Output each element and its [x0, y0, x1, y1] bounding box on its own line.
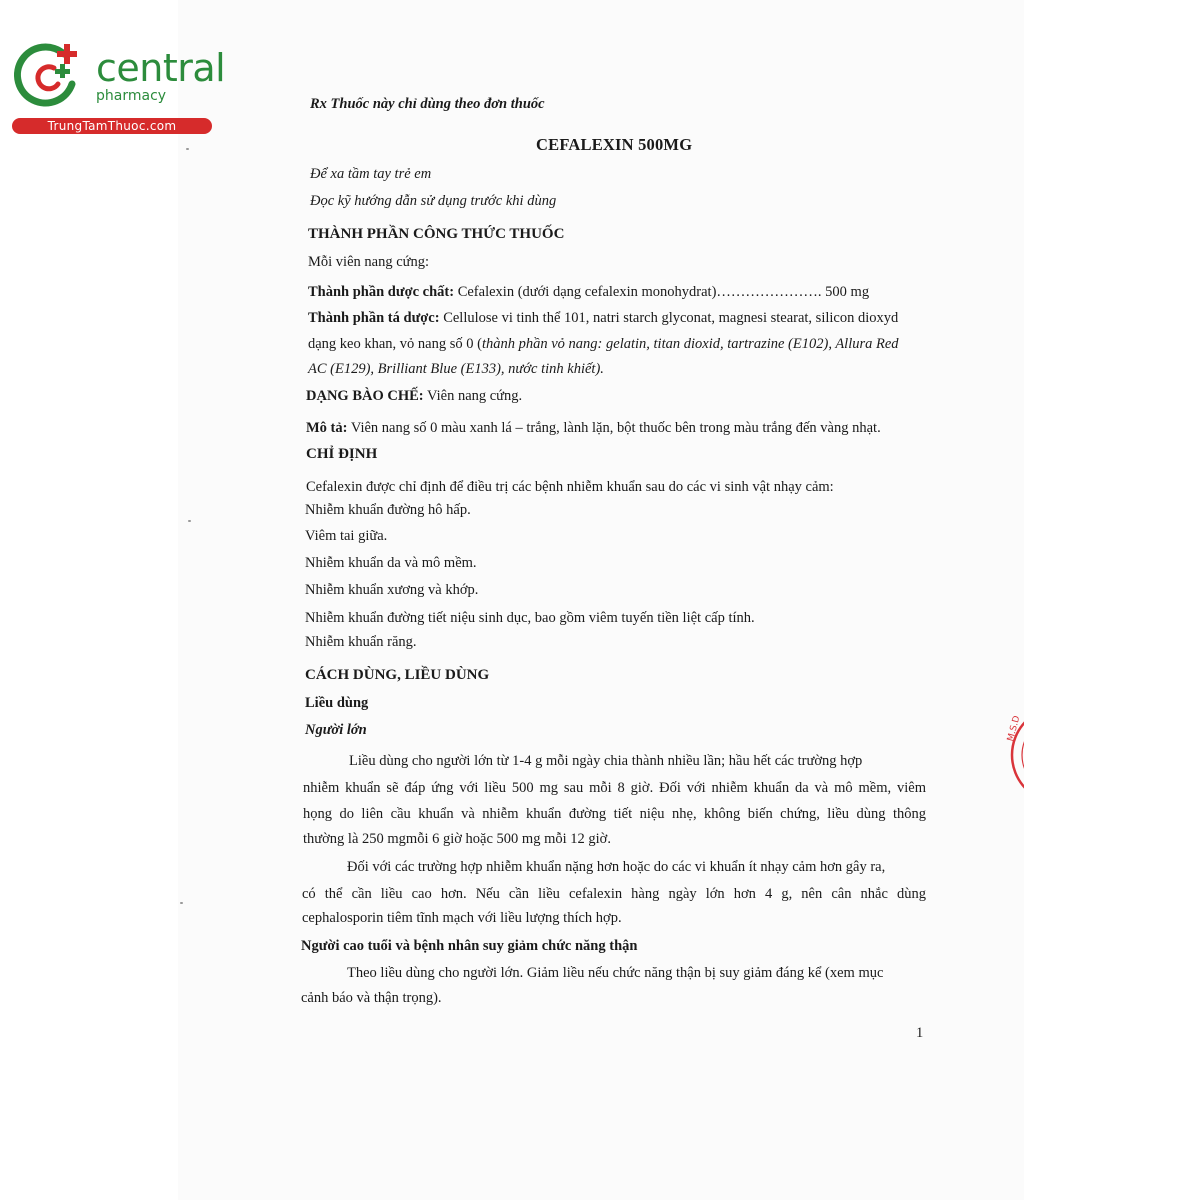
- page-title: CEFALEXIN 500MG: [536, 135, 693, 154]
- central-pharmacy-logo[interactable]: [8, 38, 226, 138]
- logo-sub-text: pharmacy: [96, 88, 167, 104]
- excipient-line-1: [308, 308, 898, 328]
- adult-para-line: thường là 250 mgmỗi 6 giờ hoặc 500 mg mỗi 12 giờ.: [303, 831, 611, 847]
- adult-subheading: Người lớn: [305, 722, 367, 738]
- active-text: Cefalexin (dưới dạng cefalexin monohydrat)…………………. 500 mg: [457, 284, 870, 300]
- severe-para-line: có thể cần liều cao hơn. Nếu cần liều cefalexin hàng ngày lớn hơn 4 g, nên cân nhắc dùng: [302, 886, 926, 902]
- stamp-text: M.S.D: [1006, 714, 1023, 743]
- scan-speck: [186, 148, 189, 150]
- elderly-subheading: Người cao tuổi và bệnh nhân suy giảm chức năng thận: [301, 938, 638, 954]
- logo-brand-text: central: [96, 46, 226, 90]
- severe-para-line: cephalosporin tiêm tĩnh mạch với liều lượng thích hợp.: [302, 910, 622, 926]
- adult-para-line: họng do liên cầu khuẩn và nhiễm khuẩn đường tiết niệu nhẹ, không biến chứng, liều dùng thông: [303, 806, 926, 822]
- excipient-text-2a: dạng keo khan, vỏ nang số 0 (: [308, 336, 482, 352]
- indication-item: Nhiễm khuẩn đường hô hấp.: [305, 502, 471, 518]
- per-capsule: Mỗi viên nang cứng:: [308, 254, 430, 270]
- scan-speck: [188, 520, 191, 522]
- dosage-heading: CÁCH DÙNG, LIỀU DÙNG: [305, 667, 490, 683]
- description-line: [306, 418, 881, 438]
- excipient-text-1: Cellulose vi tinh thể 101, natri starch glyconat, magnesi stearat, silicon dioxyd: [443, 310, 899, 326]
- dosage-subheading: Liều dùng: [305, 695, 369, 711]
- description-label: Mô tả:: [306, 420, 348, 436]
- composition-heading: THÀNH PHẦN CÔNG THỨC THUỐC: [308, 226, 565, 242]
- rx-notice: Rx Thuốc này chỉ dùng theo đơn thuốc: [310, 96, 545, 112]
- description-text: Viên nang số 0 màu xanh lá – trắng, lành lặn, bột thuốc bên trong màu trắng đến vàng nhạt.: [350, 420, 881, 436]
- excipient-line-3: AC (E129), Brilliant Blue (E133), nước tinh khiết).: [308, 361, 604, 377]
- indication-item: Nhiễm khuẩn da và mô mềm.: [305, 555, 477, 571]
- excipient-label: Thành phần tá dược:: [308, 310, 440, 326]
- pharmacy-cross-icon: [12, 40, 82, 110]
- document-page: [178, 0, 1024, 1200]
- scan-speck: [180, 902, 183, 904]
- page-number: 1: [916, 1025, 924, 1041]
- indication-item: Viêm tai giữa.: [305, 528, 388, 544]
- active-label: Thành phần dược chất:: [308, 284, 455, 300]
- dosage-form-line: [306, 386, 522, 406]
- elderly-para-line: cảnh báo và thận trọng).: [301, 990, 442, 1006]
- severe-para-line: Đối với các trường hợp nhiễm khuẩn nặng hơn hoặc do các vi khuẩn ít nhạy cảm hơn gây ra,: [347, 859, 886, 875]
- adult-para-line: nhiễm khuẩn sẽ đáp ứng với liều 500 mg sau mỗi 8 giờ. Đối với nhiễm khuẩn da và mô mềm, viêm: [303, 780, 926, 796]
- indication-item: Nhiễm khuẩn răng.: [305, 634, 417, 650]
- excipient-text-2b: thành phần vỏ nang: gelatin, titan dioxid, tartrazine (E102), Allura Red: [481, 336, 899, 352]
- logo-site-bar: TrungTamThuoc.com: [12, 118, 212, 134]
- excipient-line-2: [308, 334, 899, 354]
- indication-heading: CHỈ ĐỊNH: [306, 446, 378, 462]
- indication-item: Nhiễm khuẩn xương và khớp.: [305, 582, 479, 598]
- indication-item: Nhiễm khuẩn đường tiết niệu sinh dục, bao gồm viêm tuyến tiền liệt cấp tính.: [305, 610, 755, 626]
- warning-read: Đọc kỹ hướng dẫn sử dụng trước khi dùng: [310, 193, 557, 209]
- elderly-para-line: Theo liều dùng cho người lớn. Giảm liều nếu chức năng thận bị suy giảm đáng kể (xem mục: [347, 965, 884, 981]
- dosage-form-text: Viên nang cứng.: [427, 388, 523, 404]
- indication-intro: Cefalexin được chỉ định để điều trị các bệnh nhiễm khuẩn sau do các vi sinh vật nhạy cảm:: [306, 479, 834, 495]
- official-stamp: [1000, 700, 1024, 810]
- warning-children: Để xa tầm tay trẻ em: [310, 166, 432, 182]
- adult-para-line: Liều dùng cho người lớn từ 1-4 g mỗi ngày chia thành nhiều lần; hầu hết các trường hợp: [349, 753, 863, 769]
- dosage-form-label: DẠNG BÀO CHẾ:: [306, 388, 424, 404]
- active-ingredient-line: [308, 282, 869, 302]
